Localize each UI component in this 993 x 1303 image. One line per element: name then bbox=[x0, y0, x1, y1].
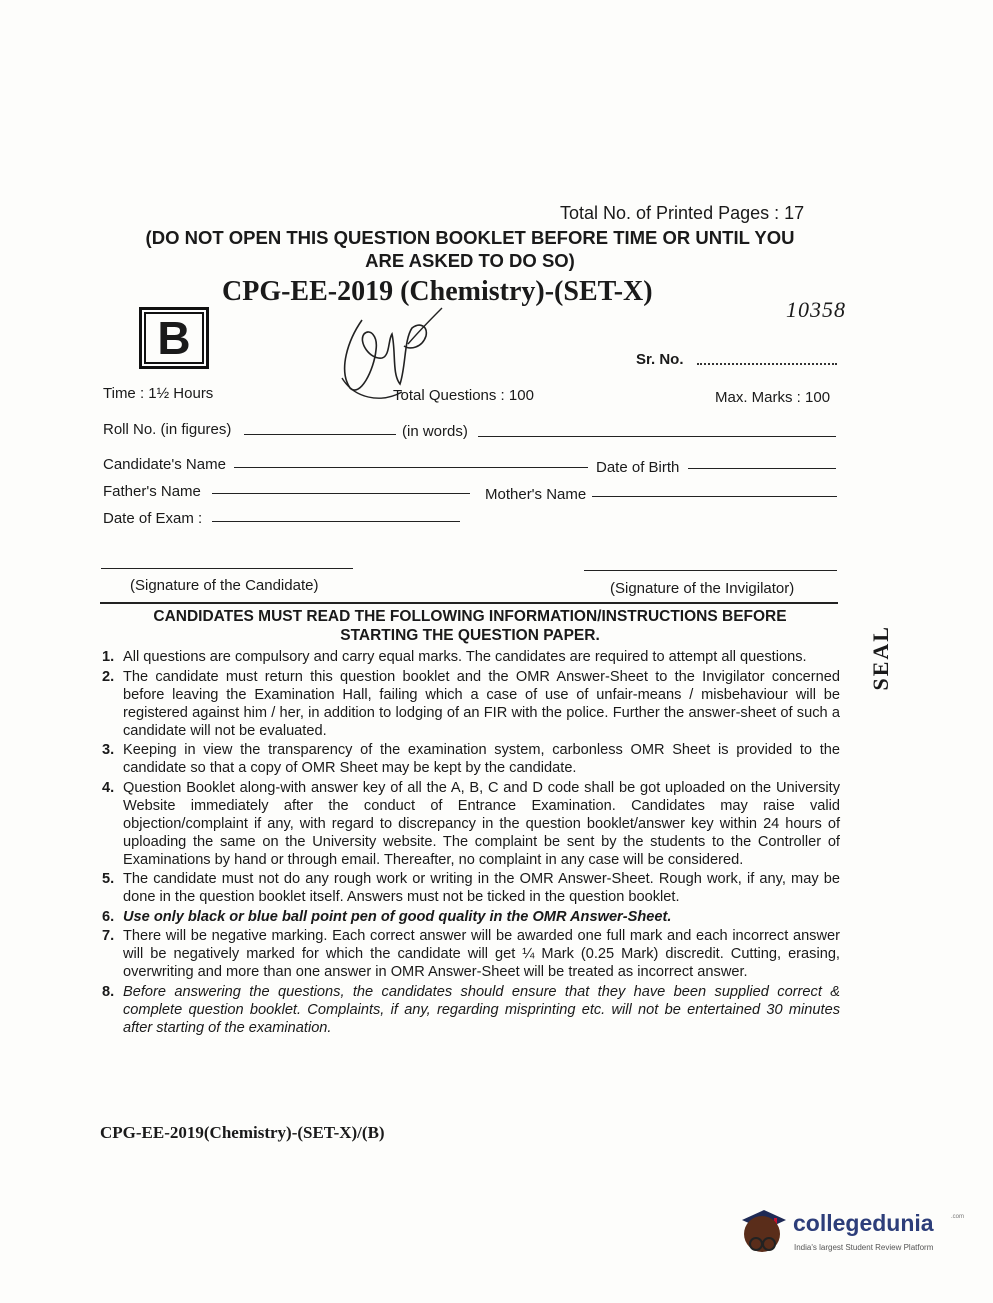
instruction-number: 4. bbox=[102, 779, 115, 796]
invigilator-signature-label: (Signature of the Invigilator) bbox=[610, 580, 795, 597]
serial-number: 10358 bbox=[786, 297, 846, 322]
instruction-text: Use only black or blue ball point pen of good quality in the OMR Answer-Sheet. bbox=[123, 908, 672, 925]
instruction-number: 2. bbox=[102, 668, 115, 685]
instruction-item bbox=[100, 779, 840, 869]
watermark-suffix: .com bbox=[951, 1214, 965, 1220]
printed-pages-count: Total No. of Printed Pages : 17 bbox=[560, 203, 805, 223]
mother-name-label: Mother's Name bbox=[485, 486, 587, 503]
instruction-number: 1. bbox=[102, 649, 115, 665]
instruction-text: The candidate must return this question booklet and the OMR Answer-Sheet to the Invigilator concerned before leaving the Examination Hall, failing which a case of use of unfair-means / misbehaviour will be registered against him / her, in addition to lodging of an FIR with the police. Further the answer-sheet of such a candidate will not be evaluated. bbox=[123, 668, 840, 739]
instruction-number: 3. bbox=[102, 742, 115, 758]
roll-figures-label: Roll No. (in figures) bbox=[103, 421, 232, 438]
footer-paper-code: CPG-EE-2019(Chemistry)-(SET-X)/(B) bbox=[100, 1123, 385, 1142]
roll-words-label: (in words) bbox=[402, 423, 468, 440]
instruction-text: There will be negative marking. Each correct answer will be awarded one full mark and each incorrect answer will be negatively marked for which the candidate will get ¼ Mark (0.25 Mark) discredit. Cutting, erasing, overwriting and more than one answer in OMR Answer-Sheet will be treated as incorrect answer. bbox=[123, 928, 840, 980]
total-questions: Total Questions : 100 bbox=[393, 387, 534, 404]
instruction-item bbox=[100, 648, 840, 666]
warning-line-2: ARE ASKED TO DO SO) bbox=[365, 250, 575, 271]
instruction-text: Before answering the questions, the candidates should ensure that they have been supplied correct & complete question booklet. Complaints, if any, regarding misprinting etc. will not be entertained 30 minutes after starting of the examination. bbox=[123, 983, 840, 1036]
dob-line[interactable] bbox=[688, 468, 836, 469]
instruction-item bbox=[100, 927, 840, 981]
candidate-signature-label: (Signature of the Candidate) bbox=[130, 577, 319, 594]
instruction-item bbox=[100, 741, 840, 777]
set-code-letter: B bbox=[157, 312, 191, 364]
watermark-tagline: India's largest Student Review Platform bbox=[794, 1243, 934, 1252]
roll-words-line[interactable] bbox=[478, 436, 836, 437]
father-name-line[interactable] bbox=[212, 493, 470, 494]
sr-no-field bbox=[697, 363, 837, 365]
warning-line-1: (DO NOT OPEN THIS QUESTION BOOKLET BEFORE TIME OR UNTIL YOU bbox=[145, 227, 795, 248]
instructions-list bbox=[100, 648, 840, 1038]
instruction-number: 8. bbox=[102, 983, 115, 1000]
instruction-text: Question Booklet along-with answer key of all the A, B, C and D code shall be got uploaded on the University Website immediately after the conduct of Entrance Examination. Candidates may raise valid objection/complaint if any, with regard to discrepancy in the question booklet/answer key within 24 hours of uploading the same on the University website. The complaint be sent by the students to the Controller of Examinations by hand or through email. Thereafter, no complaint in any case will be considered. bbox=[123, 779, 840, 868]
dob-label: Date of Birth bbox=[596, 459, 680, 476]
candidate-name-label: Candidate's Name bbox=[103, 456, 226, 473]
exam-duration: Time : 1½ Hours bbox=[103, 385, 214, 402]
instructions-divider bbox=[100, 602, 838, 604]
watermark-brand: collegedunia bbox=[793, 1210, 934, 1236]
sr-no-label: Sr. No. bbox=[636, 351, 684, 368]
instruction-item bbox=[100, 870, 840, 906]
exam-date-label: Date of Exam : bbox=[103, 510, 203, 527]
instruction-item bbox=[100, 908, 840, 926]
max-marks: Max. Marks : 100 bbox=[715, 389, 831, 406]
instructions-heading-line-2: STARTING THE QUESTION PAPER. bbox=[340, 627, 600, 644]
instruction-number: 7. bbox=[102, 928, 115, 944]
set-code-box bbox=[139, 307, 209, 369]
paper-title: CPG-EE-2019 (Chemistry)-(SET-X) bbox=[222, 276, 653, 307]
instructions-heading-line-1: CANDIDATES MUST READ THE FOLLOWING INFORMATION/INSTRUCTIONS BEFORE bbox=[153, 608, 787, 625]
father-name-label: Father's Name bbox=[103, 483, 201, 500]
instruction-number: 6. bbox=[102, 908, 115, 925]
instructions-heading bbox=[110, 607, 830, 645]
mother-name-line[interactable] bbox=[592, 496, 837, 497]
instruction-text: Keeping in view the transparency of the examination system, carbonless OMR Sheet is provided to the candidate so that a copy of OMR Sheet may be kept by the candidate. bbox=[123, 742, 840, 776]
candidate-signature-line[interactable] bbox=[101, 568, 353, 569]
instruction-number: 5. bbox=[102, 871, 115, 887]
instruction-text: The candidate must not do any rough work or writing in the OMR Answer-Sheet. Rough work, if any, may be done in the question booklet itself. Answers must not be ticked in the question booklet. bbox=[123, 871, 840, 905]
instruction-item bbox=[100, 668, 840, 740]
exam-date-line[interactable] bbox=[212, 521, 460, 522]
roll-figures-line[interactable] bbox=[244, 434, 396, 435]
seal-label: SEAL bbox=[868, 625, 893, 691]
candidate-name-line[interactable] bbox=[234, 467, 588, 468]
instruction-item bbox=[100, 983, 840, 1037]
invigilator-signature-line[interactable] bbox=[584, 570, 837, 571]
instruction-text: All questions are compulsory and carry equal marks. The candidates are required to attempt all questions. bbox=[123, 649, 807, 665]
